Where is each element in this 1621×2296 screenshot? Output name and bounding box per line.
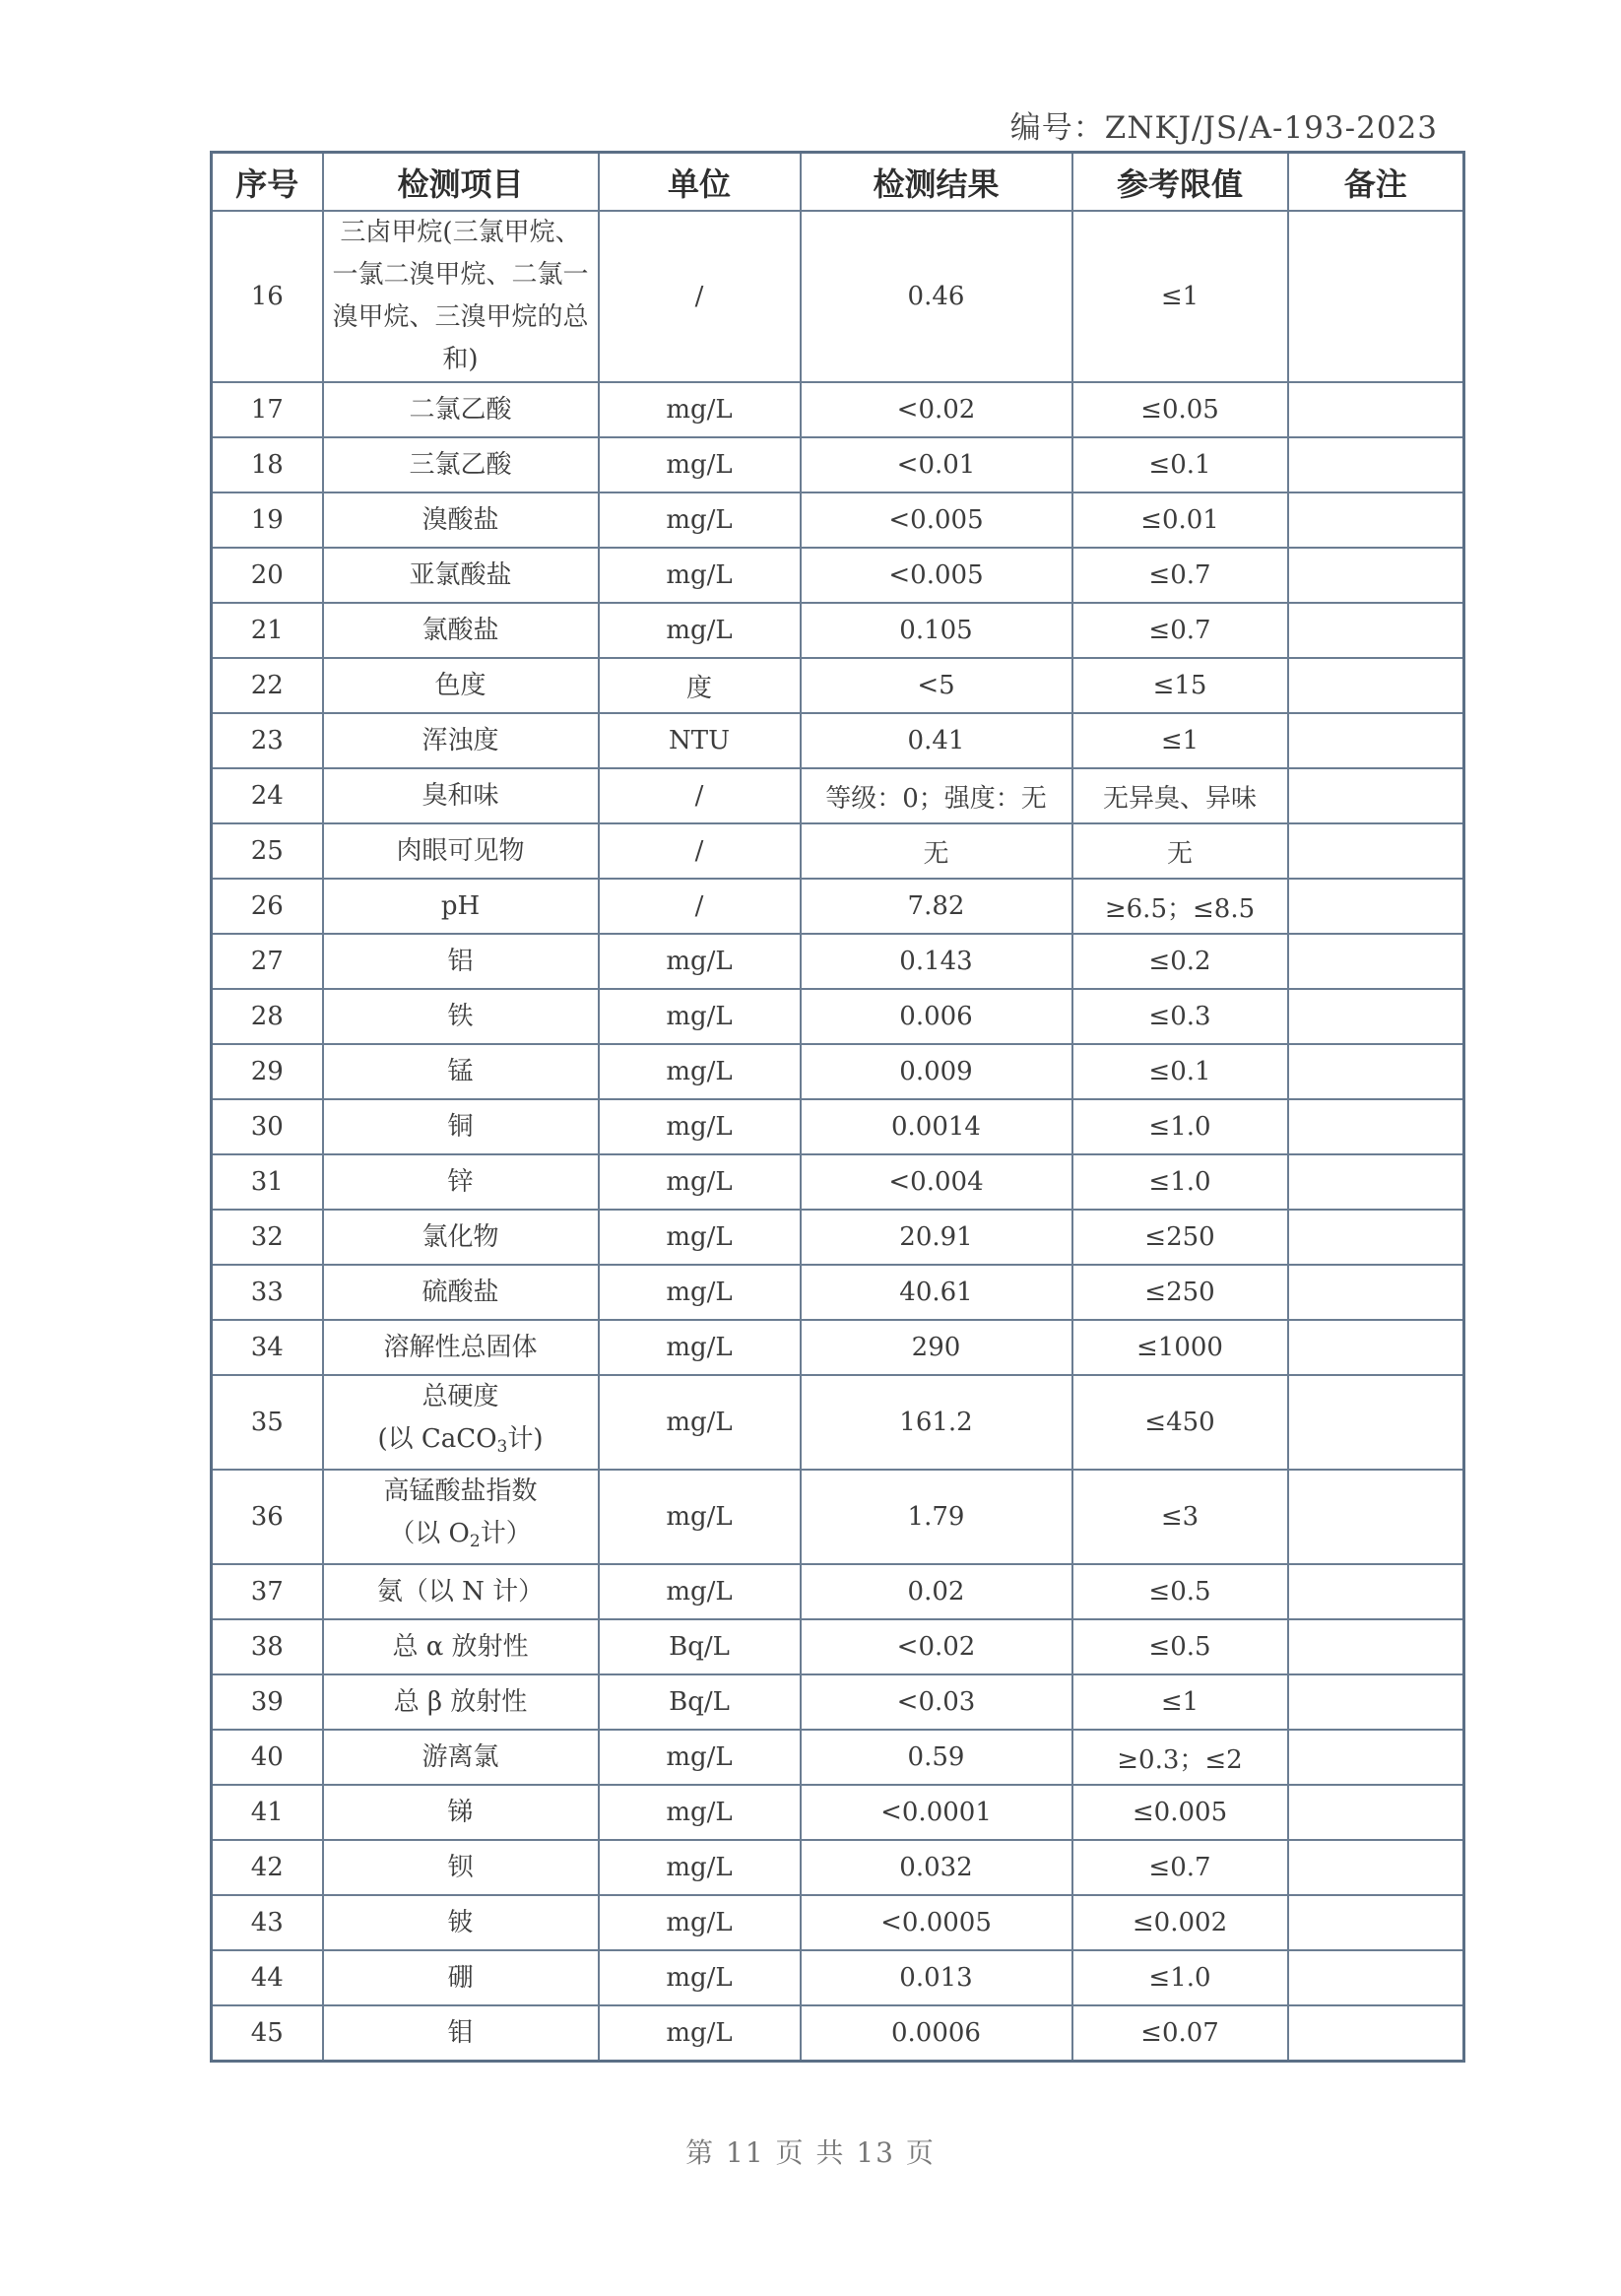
cell-limit: ≤1.0 bbox=[1072, 1950, 1288, 2005]
cell-note bbox=[1288, 1840, 1464, 1895]
cell-item: 铝 bbox=[323, 934, 599, 989]
cell-limit: ≥6.5；≤8.5 bbox=[1072, 879, 1288, 934]
cell-limit: ≤0.07 bbox=[1072, 2005, 1288, 2062]
cell-result: 290 bbox=[801, 1320, 1072, 1375]
cell-item: 铁 bbox=[323, 989, 599, 1044]
table-row bbox=[212, 437, 1464, 492]
cell-limit: ≤0.7 bbox=[1072, 1840, 1288, 1895]
cell-note bbox=[1288, 1895, 1464, 1950]
cell-result: 1.79 bbox=[801, 1470, 1072, 1564]
cell-no: 26 bbox=[212, 879, 323, 934]
cell-note bbox=[1288, 437, 1464, 492]
table-row bbox=[212, 1564, 1464, 1619]
cell-result: 40.61 bbox=[801, 1265, 1072, 1320]
cell-note bbox=[1288, 934, 1464, 989]
cell-no: 21 bbox=[212, 603, 323, 658]
cell-limit: ≤0.01 bbox=[1072, 492, 1288, 548]
cell-item: 氯化物 bbox=[323, 1210, 599, 1265]
cell-no: 40 bbox=[212, 1730, 323, 1785]
cell-item: 氨（以 N 计） bbox=[323, 1564, 599, 1619]
cell-item: 色度 bbox=[323, 658, 599, 713]
cell-no: 29 bbox=[212, 1044, 323, 1099]
cell-unit: mg/L bbox=[599, 1730, 801, 1785]
cell-no: 38 bbox=[212, 1619, 323, 1674]
cell-note bbox=[1288, 1154, 1464, 1210]
cell-item: 铜 bbox=[323, 1099, 599, 1154]
cell-no: 24 bbox=[212, 768, 323, 823]
cell-note bbox=[1288, 548, 1464, 603]
cell-limit: ≤0.05 bbox=[1072, 382, 1288, 437]
cell-no: 35 bbox=[212, 1375, 323, 1470]
cell-item-line1: 高锰酸盐指数 bbox=[383, 1476, 538, 1506]
cell-no: 31 bbox=[212, 1154, 323, 1210]
report-code: 编号：ZNKJ/JS/A-193-2023 bbox=[1009, 110, 1438, 146]
cell-note bbox=[1288, 1470, 1464, 1564]
cell-limit: ≤250 bbox=[1072, 1210, 1288, 1265]
cell-note bbox=[1288, 492, 1464, 548]
cell-result: 0.032 bbox=[801, 1840, 1072, 1895]
page-number: 第 11 页 共 13 页 bbox=[685, 2136, 936, 2169]
cell-item: 钡 bbox=[323, 1840, 599, 1895]
cell-no: 37 bbox=[212, 1564, 323, 1619]
cell-note bbox=[1288, 989, 1464, 1044]
cell-result: <0.0005 bbox=[801, 1895, 1072, 1950]
cell-no: 17 bbox=[212, 382, 323, 437]
cell-note bbox=[1288, 2005, 1464, 2062]
cell-unit: NTU bbox=[599, 713, 801, 768]
column-header-result: 检测结果 bbox=[801, 153, 1072, 212]
cell-note bbox=[1288, 1044, 1464, 1099]
cell-unit: mg/L bbox=[599, 934, 801, 989]
cell-result: 0.105 bbox=[801, 603, 1072, 658]
cell-limit: ≤1 bbox=[1072, 713, 1288, 768]
table-row bbox=[212, 603, 1464, 658]
cell-no: 33 bbox=[212, 1265, 323, 1320]
cell-item: 溴酸盐 bbox=[323, 492, 599, 548]
cell-result: <0.02 bbox=[801, 1619, 1072, 1674]
cell-limit: ≤1.0 bbox=[1072, 1099, 1288, 1154]
cell-note bbox=[1288, 603, 1464, 658]
cell-note bbox=[1288, 1320, 1464, 1375]
table-row bbox=[212, 211, 1464, 382]
cell-unit: mg/L bbox=[599, 1895, 801, 1950]
cell-limit: 无异臭、异味 bbox=[1072, 768, 1288, 823]
cell-item bbox=[323, 1375, 599, 1470]
cell-unit: mg/L bbox=[599, 548, 801, 603]
cell-item: 锌 bbox=[323, 1154, 599, 1210]
column-header-note: 备注 bbox=[1288, 153, 1464, 212]
cell-limit: ≤250 bbox=[1072, 1265, 1288, 1320]
cell-item bbox=[323, 1470, 599, 1564]
table-row bbox=[212, 382, 1464, 437]
cell-no: 22 bbox=[212, 658, 323, 713]
cell-limit: ≤1.0 bbox=[1072, 1154, 1288, 1210]
cell-unit: mg/L bbox=[599, 1375, 801, 1470]
cell-no: 44 bbox=[212, 1950, 323, 2005]
cell-result: 0.006 bbox=[801, 989, 1072, 1044]
cell-no: 20 bbox=[212, 548, 323, 603]
cell-note bbox=[1288, 1099, 1464, 1154]
table-row bbox=[212, 1470, 1464, 1564]
cell-item: 二氯乙酸 bbox=[323, 382, 599, 437]
cell-item-line2-prefix: （以 O bbox=[389, 1519, 470, 1548]
cell-no: 16 bbox=[212, 211, 323, 382]
cell-unit: mg/L bbox=[599, 603, 801, 658]
cell-item: pH bbox=[323, 879, 599, 934]
cell-result: 0.46 bbox=[801, 211, 1072, 382]
table-row bbox=[212, 1154, 1464, 1210]
cell-result: 等级：0；强度：无 bbox=[801, 768, 1072, 823]
cell-unit: Bq/L bbox=[599, 1674, 801, 1730]
cell-item: 氯酸盐 bbox=[323, 603, 599, 658]
column-header-unit: 单位 bbox=[599, 153, 801, 212]
table-row bbox=[212, 1785, 1464, 1840]
cell-item-line2-prefix: (以 CaCO bbox=[377, 1424, 497, 1454]
cell-unit: mg/L bbox=[599, 1099, 801, 1154]
cell-unit: mg/L bbox=[599, 382, 801, 437]
cell-unit: mg/L bbox=[599, 1785, 801, 1840]
cell-limit: ≤15 bbox=[1072, 658, 1288, 713]
cell-no: 43 bbox=[212, 1895, 323, 1950]
cell-unit: mg/L bbox=[599, 1320, 801, 1375]
cell-result: 0.41 bbox=[801, 713, 1072, 768]
cell-result: <0.0001 bbox=[801, 1785, 1072, 1840]
cell-note bbox=[1288, 1730, 1464, 1785]
cell-limit: ≤0.3 bbox=[1072, 989, 1288, 1044]
table-row bbox=[212, 1895, 1464, 1950]
cell-item-line2 bbox=[328, 1418, 594, 1469]
cell-note bbox=[1288, 713, 1464, 768]
table-body bbox=[212, 211, 1464, 2062]
table-row bbox=[212, 1950, 1464, 2005]
cell-result: 0.009 bbox=[801, 1044, 1072, 1099]
cell-limit: ≤0.2 bbox=[1072, 934, 1288, 989]
cell-result: 无 bbox=[801, 823, 1072, 879]
table-row bbox=[212, 1210, 1464, 1265]
cell-unit: mg/L bbox=[599, 492, 801, 548]
cell-item: 硫酸盐 bbox=[323, 1265, 599, 1320]
cell-item: 肉眼可见物 bbox=[323, 823, 599, 879]
cell-no: 28 bbox=[212, 989, 323, 1044]
cell-limit: ≤0.005 bbox=[1072, 1785, 1288, 1840]
cell-note bbox=[1288, 1564, 1464, 1619]
cell-result: 0.013 bbox=[801, 1950, 1072, 2005]
cell-item: 锰 bbox=[323, 1044, 599, 1099]
cell-no: 30 bbox=[212, 1099, 323, 1154]
table-row bbox=[212, 1265, 1464, 1320]
cell-result: 0.0006 bbox=[801, 2005, 1072, 2062]
cell-result: 7.82 bbox=[801, 879, 1072, 934]
cell-note bbox=[1288, 1210, 1464, 1265]
cell-no: 23 bbox=[212, 713, 323, 768]
cell-note bbox=[1288, 1950, 1464, 2005]
cell-unit: mg/L bbox=[599, 1840, 801, 1895]
cell-item: 铍 bbox=[323, 1895, 599, 1950]
cell-result: <0.03 bbox=[801, 1674, 1072, 1730]
cell-result: 161.2 bbox=[801, 1375, 1072, 1470]
cell-unit: mg/L bbox=[599, 2005, 801, 2062]
cell-item: 锑 bbox=[323, 1785, 599, 1840]
cell-note bbox=[1288, 1375, 1464, 1470]
cell-no: 25 bbox=[212, 823, 323, 879]
cell-item-line2-suffix: 计) bbox=[507, 1424, 544, 1454]
results-table bbox=[210, 151, 1465, 2063]
cell-no: 34 bbox=[212, 1320, 323, 1375]
cell-item-subscript: 3 bbox=[496, 1437, 508, 1457]
table-row bbox=[212, 492, 1464, 548]
table-row bbox=[212, 1730, 1464, 1785]
cell-limit: ≤0.5 bbox=[1072, 1619, 1288, 1674]
cell-result: <0.005 bbox=[801, 492, 1072, 548]
cell-unit: / bbox=[599, 211, 801, 382]
cell-limit: ≤0.1 bbox=[1072, 437, 1288, 492]
cell-limit: ≤0.002 bbox=[1072, 1895, 1288, 1950]
cell-item: 硼 bbox=[323, 1950, 599, 2005]
cell-item: 三卤甲烷(三氯甲烷、一氯二溴甲烷、二氯一溴甲烷、三溴甲烷的总和) bbox=[323, 211, 599, 382]
cell-unit: mg/L bbox=[599, 1154, 801, 1210]
cell-limit: ≤450 bbox=[1072, 1375, 1288, 1470]
cell-no: 18 bbox=[212, 437, 323, 492]
cell-note bbox=[1288, 382, 1464, 437]
cell-item-line2-suffix: 计） bbox=[480, 1519, 532, 1548]
cell-item: 总 α 放射性 bbox=[323, 1619, 599, 1674]
cell-unit: mg/L bbox=[599, 1564, 801, 1619]
cell-limit: ≤0.1 bbox=[1072, 1044, 1288, 1099]
cell-item: 三氯乙酸 bbox=[323, 437, 599, 492]
table-row bbox=[212, 879, 1464, 934]
table-row bbox=[212, 1619, 1464, 1674]
table-row bbox=[212, 1044, 1464, 1099]
table-row bbox=[212, 768, 1464, 823]
cell-no: 36 bbox=[212, 1470, 323, 1564]
cell-unit: mg/L bbox=[599, 1950, 801, 2005]
cell-result: <0.005 bbox=[801, 548, 1072, 603]
table-row bbox=[212, 2005, 1464, 2062]
cell-unit: mg/L bbox=[599, 437, 801, 492]
cell-no: 45 bbox=[212, 2005, 323, 2062]
table-row bbox=[212, 1099, 1464, 1154]
table-row bbox=[212, 548, 1464, 603]
cell-limit: ≤3 bbox=[1072, 1470, 1288, 1564]
cell-unit: mg/L bbox=[599, 1044, 801, 1099]
cell-unit: Bq/L bbox=[599, 1619, 801, 1674]
cell-note bbox=[1288, 658, 1464, 713]
cell-unit: / bbox=[599, 768, 801, 823]
table-header-row bbox=[212, 153, 1464, 212]
cell-limit: ≤1000 bbox=[1072, 1320, 1288, 1375]
cell-item: 浑浊度 bbox=[323, 713, 599, 768]
cell-result: <0.01 bbox=[801, 437, 1072, 492]
cell-item: 游离氯 bbox=[323, 1730, 599, 1785]
cell-limit: ≤0.7 bbox=[1072, 548, 1288, 603]
cell-result: 0.143 bbox=[801, 934, 1072, 989]
cell-limit: 无 bbox=[1072, 823, 1288, 879]
cell-result: <5 bbox=[801, 658, 1072, 713]
cell-unit: mg/L bbox=[599, 1210, 801, 1265]
cell-item: 臭和味 bbox=[323, 768, 599, 823]
cell-note bbox=[1288, 1265, 1464, 1320]
cell-no: 19 bbox=[212, 492, 323, 548]
cell-note bbox=[1288, 879, 1464, 934]
table-row bbox=[212, 934, 1464, 989]
cell-no: 39 bbox=[212, 1674, 323, 1730]
cell-unit: mg/L bbox=[599, 989, 801, 1044]
cell-item-line2 bbox=[328, 1513, 594, 1563]
cell-note bbox=[1288, 1674, 1464, 1730]
cell-result: 20.91 bbox=[801, 1210, 1072, 1265]
table-row bbox=[212, 1840, 1464, 1895]
table-row bbox=[212, 989, 1464, 1044]
column-header-limit: 参考限值 bbox=[1072, 153, 1288, 212]
cell-note bbox=[1288, 1619, 1464, 1674]
cell-unit: 度 bbox=[599, 658, 801, 713]
table-row bbox=[212, 823, 1464, 879]
table-row bbox=[212, 1320, 1464, 1375]
cell-item-line1: 总硬度 bbox=[421, 1382, 499, 1411]
cell-result: <0.004 bbox=[801, 1154, 1072, 1210]
cell-unit: mg/L bbox=[599, 1265, 801, 1320]
column-header-item: 检测项目 bbox=[323, 153, 599, 212]
column-header-no: 序号 bbox=[212, 153, 323, 212]
cell-item: 溶解性总固体 bbox=[323, 1320, 599, 1375]
cell-limit: ≤0.5 bbox=[1072, 1564, 1288, 1619]
table-row bbox=[212, 713, 1464, 768]
cell-limit: ≥0.3；≤2 bbox=[1072, 1730, 1288, 1785]
cell-limit: ≤0.7 bbox=[1072, 603, 1288, 658]
cell-item: 钼 bbox=[323, 2005, 599, 2062]
cell-item: 总 β 放射性 bbox=[323, 1674, 599, 1730]
cell-unit: / bbox=[599, 879, 801, 934]
cell-limit: ≤1 bbox=[1072, 211, 1288, 382]
cell-item-subscript: 2 bbox=[469, 1532, 481, 1551]
table-row bbox=[212, 658, 1464, 713]
cell-note bbox=[1288, 768, 1464, 823]
cell-result: <0.02 bbox=[801, 382, 1072, 437]
cell-result: 0.0014 bbox=[801, 1099, 1072, 1154]
cell-note bbox=[1288, 1785, 1464, 1840]
table-row bbox=[212, 1674, 1464, 1730]
cell-item: 亚氯酸盐 bbox=[323, 548, 599, 603]
cell-no: 27 bbox=[212, 934, 323, 989]
cell-note bbox=[1288, 211, 1464, 382]
cell-result: 0.59 bbox=[801, 1730, 1072, 1785]
cell-limit: ≤1 bbox=[1072, 1674, 1288, 1730]
cell-no: 42 bbox=[212, 1840, 323, 1895]
cell-result: 0.02 bbox=[801, 1564, 1072, 1619]
table-row bbox=[212, 1375, 1464, 1470]
cell-no: 41 bbox=[212, 1785, 323, 1840]
cell-unit: / bbox=[599, 823, 801, 879]
cell-unit: mg/L bbox=[599, 1470, 801, 1564]
cell-note bbox=[1288, 823, 1464, 879]
cell-no: 32 bbox=[212, 1210, 323, 1265]
